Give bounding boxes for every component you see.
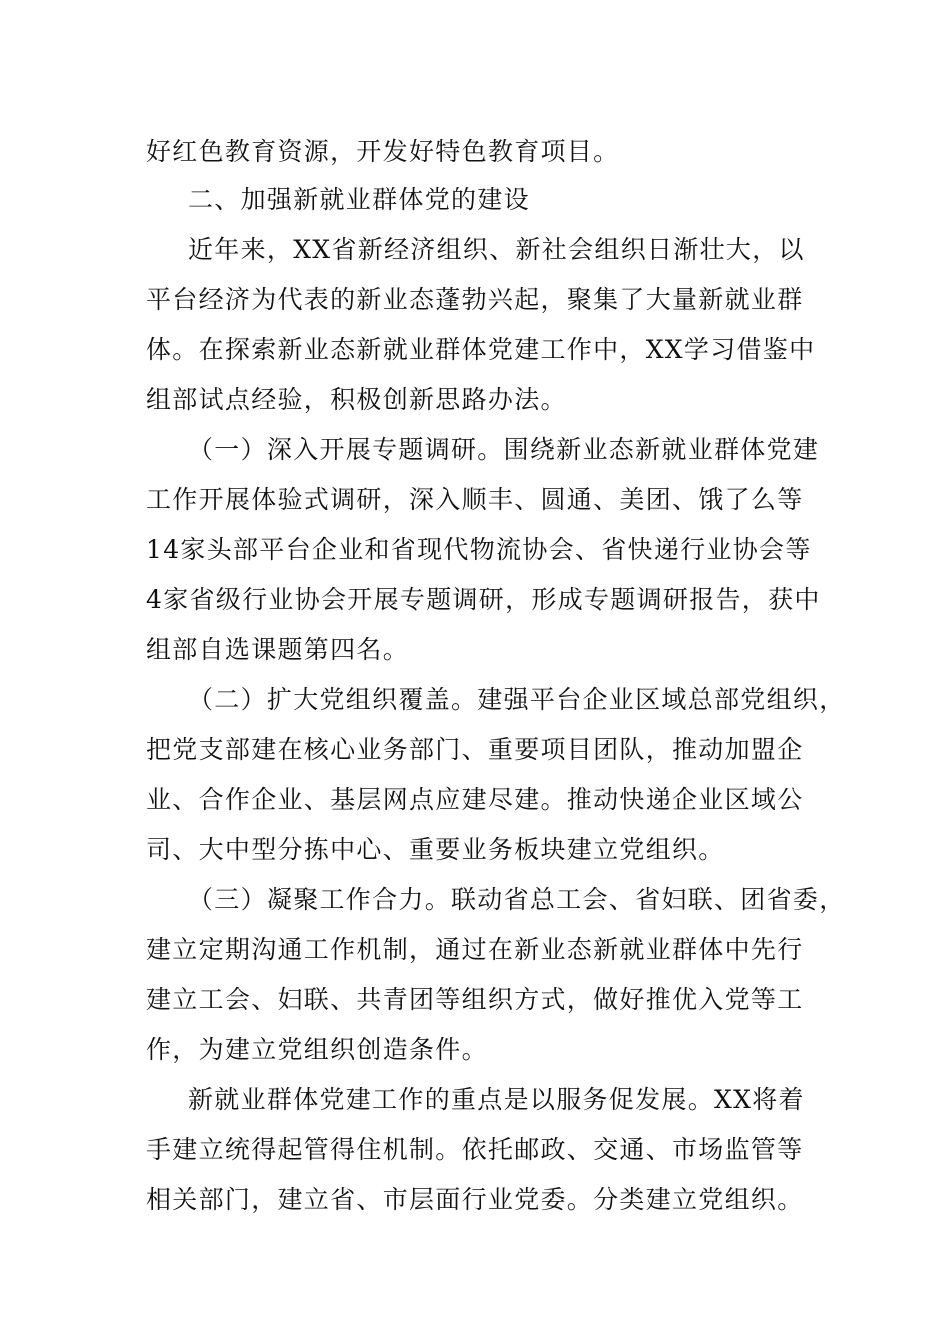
section-heading: 二、加强新就业群体党的建设 xyxy=(188,185,530,214)
text-line: 把党支部建在核心业务部门、重要项目团队，推动加盟企 xyxy=(146,735,804,764)
text-line: （三）凝聚工作合力。联动省总工会、省妇联、团省委， xyxy=(188,885,846,914)
text-line: 好红色教育资源，开发好特色教育项目。 xyxy=(146,137,620,166)
text-line: 新就业群体党建工作的重点是以服务促发展。XX将着 xyxy=(188,1085,805,1114)
text-line: 建立定期沟通工作机制，通过在新业态新就业群体中先行 xyxy=(146,935,804,964)
text-line: 司、大中型分拣中心、重要业务板块建立党组织。 xyxy=(146,835,725,864)
text-line: 相关部门，建立省、市层面行业党委。分类建立党组织。 xyxy=(146,1185,804,1214)
text-line: 4家省级行业协会开展专题调研，形成专题调研报告，获中 xyxy=(146,585,821,614)
text-line: 工作开展体验式调研，深入顺丰、圆通、美团、饿了么等 xyxy=(146,485,804,514)
text-line: （二）扩大党组织覆盖。建强平台企业区域总部党组织， xyxy=(188,685,846,714)
text-line: 近年来，XX省新经济组织、新社会组织日渐壮大，以 xyxy=(188,235,805,264)
text-line: 14家头部平台企业和省现代物流协会、省快递行业协会等 xyxy=(146,535,812,564)
text-line: 体。在探索新业态新就业群体党建工作中，XX学习借鉴中 xyxy=(146,335,816,364)
text-line: 平台经济为代表的新业态蓬勃兴起，聚集了大量新就业群 xyxy=(146,285,804,314)
text-line: 业、合作企业、基层网点应建尽建。推动快递企业区域公 xyxy=(146,785,804,814)
text-line: 组部试点经验，积极创新思路办法。 xyxy=(146,385,567,414)
text-line: 作，为建立党组织创造条件。 xyxy=(146,1035,488,1064)
text-line: 手建立统得起管得住机制。依托邮政、交通、市场监管等 xyxy=(146,1135,804,1164)
text-line: 组部自选课题第四名。 xyxy=(146,635,410,664)
text-line: 建立工会、妇联、共青团等组织方式，做好推优入党等工 xyxy=(146,985,804,1014)
text-line: （一）深入开展专题调研。围绕新业态新就业群体党建 xyxy=(188,435,820,464)
